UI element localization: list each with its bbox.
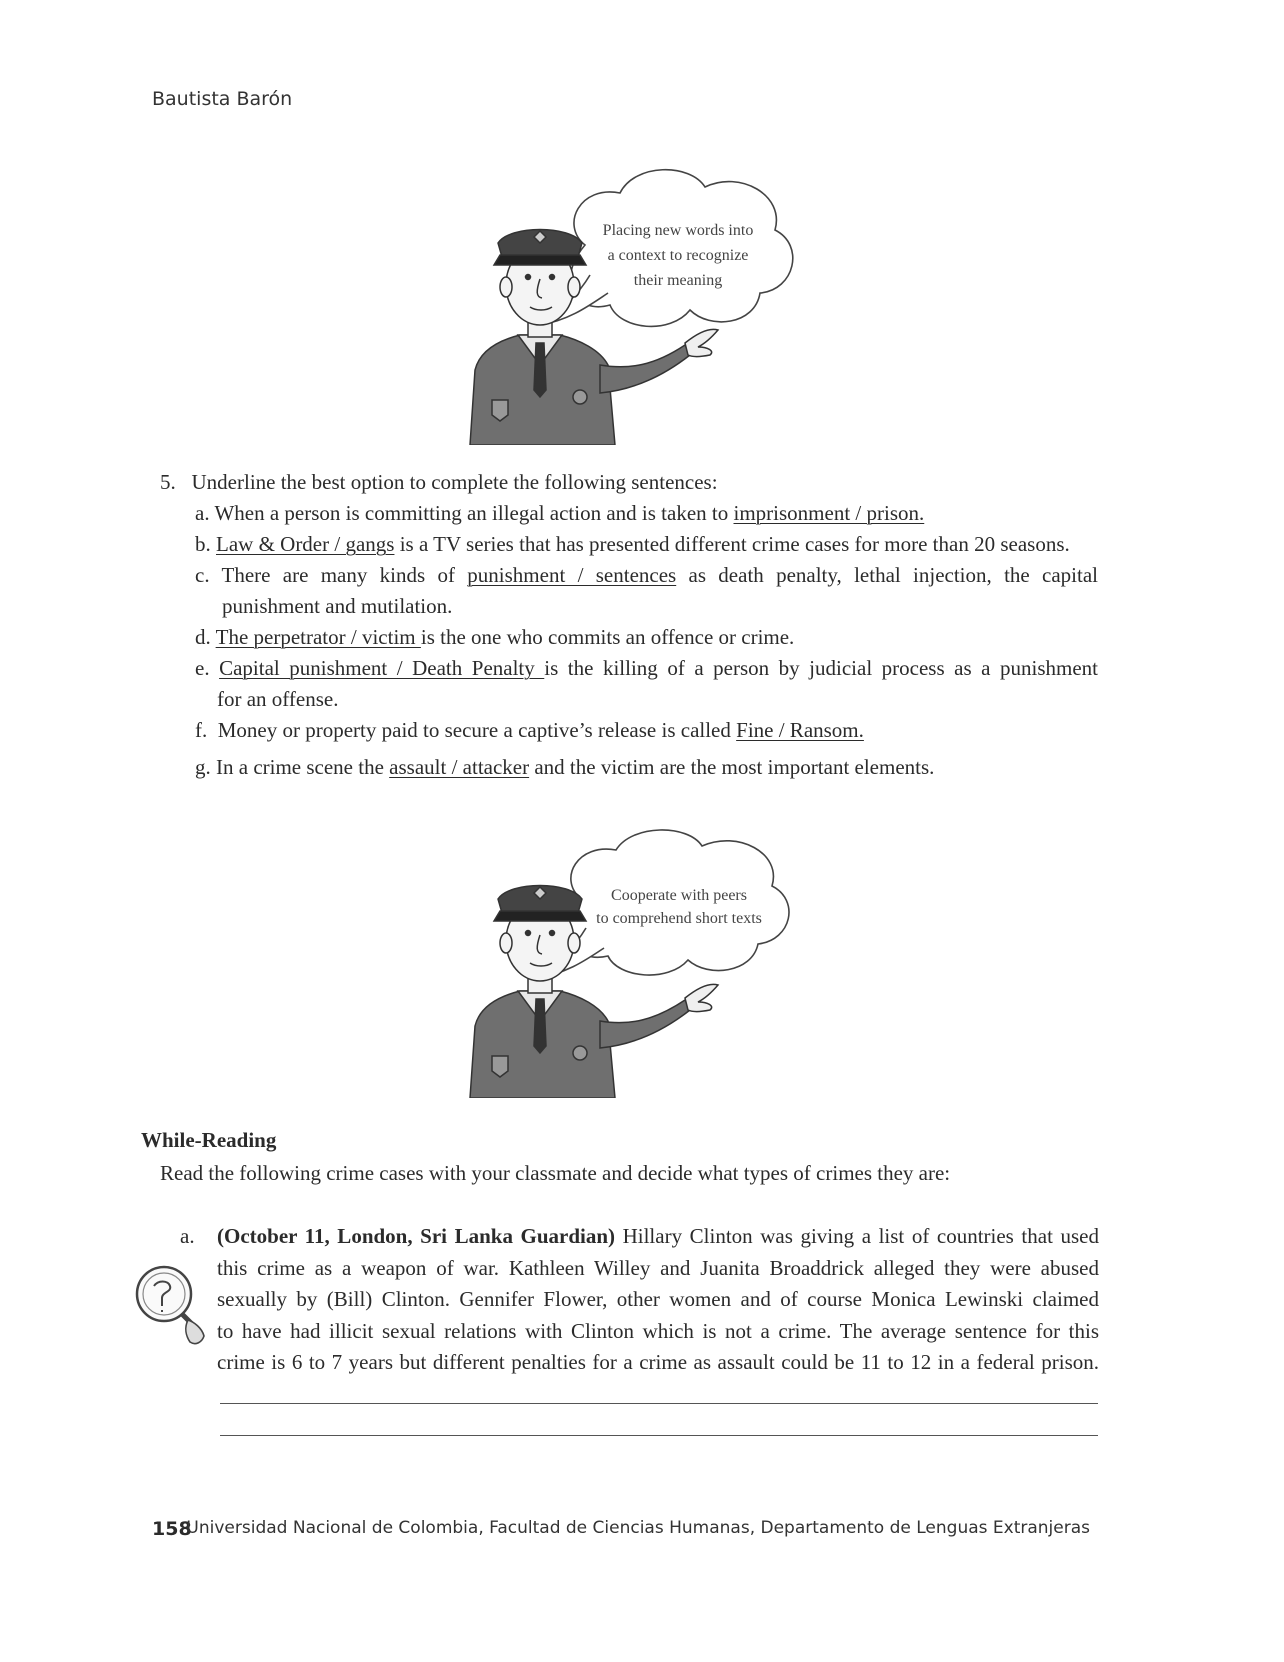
item-letter: d. [195,625,211,649]
running-header-author: Bautista Barón [152,88,293,110]
while-reading-instruction: Read the following crime cases with your classmate and decide what types of crimes they are: [160,1161,951,1185]
bubble-line: their meaning [633,272,723,289]
case-a-source: (October 11, London, Sri Lanka Guardian) [217,1224,616,1248]
item-text: When a person is committing an illegal action and is taken to [214,501,734,525]
item-text: Money or property paid to secure a captive’s release is called [217,718,737,742]
exercise-item-c-continuation: punishment and mutilation. [222,594,453,618]
item-letter: a. [195,501,210,525]
exercise-item-a [195,500,924,527]
answer-options[interactable]: Capital punishment / Death Penalty [219,656,545,680]
item-text: There are many kinds of [221,563,468,587]
bubble-line: to comprehend short texts [596,910,762,927]
magnifying-glass-icon [132,1262,212,1352]
officer-illustration-1 [440,165,820,445]
exercise-item-d [195,624,794,651]
exercise-item-f [195,717,864,744]
answer-options[interactable]: assault / attacker [389,755,530,779]
exercise-number: 5. [160,470,176,494]
item-text: is the one who commits an offence or crime. [420,625,795,649]
case-a-letter: a. [180,1224,195,1248]
exercise-item-g [195,754,934,781]
case-a-line: Hillary Clinton was giving a list of countries that used [615,1224,1099,1248]
case-a-line: crime is 6 to 7 years but different penalties for a crime as assault could be 11 to 12 in a federal prison. [217,1350,1099,1374]
answer-line-2[interactable] [220,1435,1098,1436]
exercise-item-b [195,531,1070,558]
item-letter: e. [195,656,210,680]
footer-institution: Universidad Nacional de Colombia, Facultad de Ciencias Humanas, Departamento de Lenguas Extranjeras [186,1518,1090,1538]
item-text: and the victim are the most important elements. [529,755,935,779]
answer-options[interactable]: imprisonment / prison. [733,501,925,525]
item-text: as death penalty, lethal injection, the capital [676,563,1098,587]
case-a-text [217,1221,1099,1379]
case-a-line: this crime as a weapon of war. Kathleen Willey and Juanita Broaddrick alleged they were abused [217,1255,1099,1280]
thought-bubble-text-1 [580,218,776,293]
answer-line-1[interactable] [220,1403,1098,1404]
exercise-5-instruction [160,469,718,496]
exercise-instruction-text: Underline the best option to complete the following sentences: [191,470,718,494]
page-number: 158 [152,1518,192,1540]
exercise-item-c [195,562,1098,589]
item-letter: c. [195,563,210,587]
item-letter: b. [195,532,211,556]
item-text: In a crime scene the [216,755,390,779]
bubble-line: Placing new words into [602,222,754,239]
case-a-line: to have had illicit sexual relations with Clinton which is not a crime. The average sentence for this [217,1318,1099,1343]
officer-illustration-2 [440,828,820,1098]
bubble-line: a context to recognize [607,247,749,264]
answer-options[interactable]: punishment / sentences [467,563,677,587]
answer-options[interactable]: The perpetrator / victim [215,625,421,649]
answer-options[interactable]: Fine / Ransom. [736,718,864,742]
section-heading-while-reading: While-Reading [141,1128,277,1152]
answer-options[interactable]: Law & Order / gangs [216,532,395,556]
item-text: is a TV series that has presented different crime cases for more than 20 seasons. [394,532,1070,556]
exercise-item-e [195,655,1098,682]
bubble-line: Cooperate with peers [611,887,747,904]
case-a-line: sexually by (Bill) Clinton. Gennifer Flower, other women and of course Monica Lewinski claimed [217,1287,1099,1311]
item-letter: f. [195,718,208,742]
exercise-item-e-continuation: for an offense. [217,687,339,711]
item-letter: g. [195,755,211,779]
thought-bubble-text-2 [574,884,784,930]
item-text: is the killing of a person by judicial process as a punishment [544,656,1098,680]
